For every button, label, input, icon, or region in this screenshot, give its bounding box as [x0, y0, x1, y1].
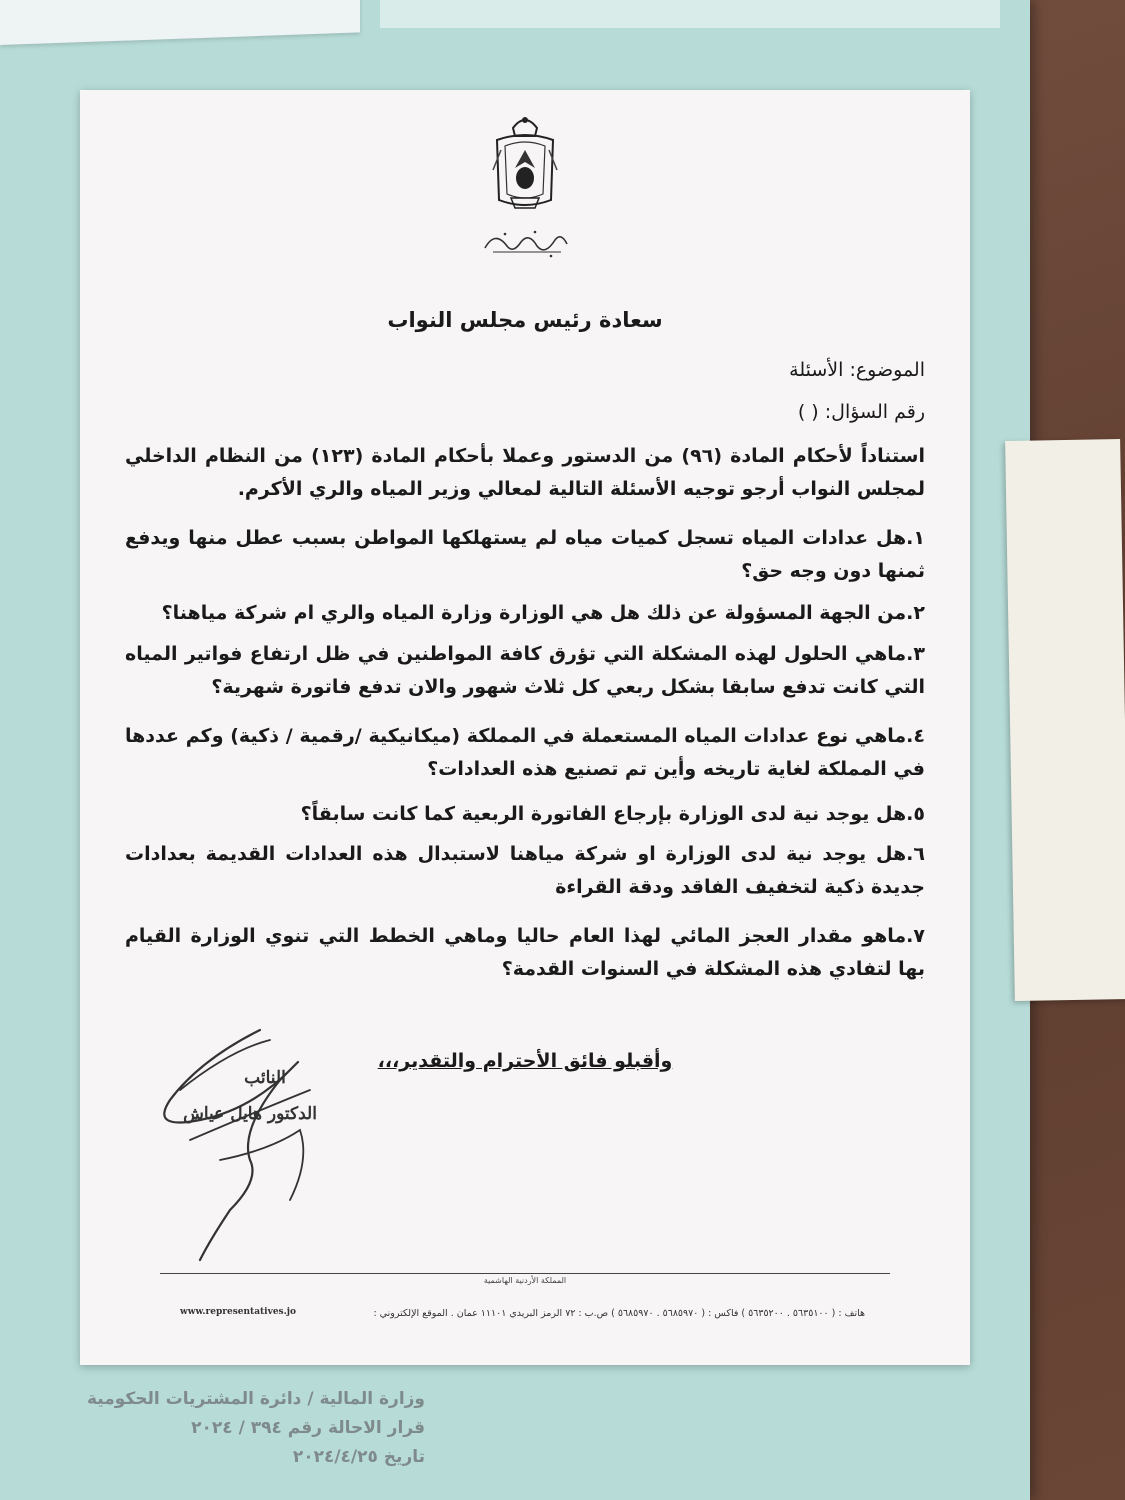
stamp-line-3: تاريخ ٢٠٢٤/٤/٢٥ — [292, 1447, 425, 1467]
question-number-line: رقم السؤال: ( ) — [797, 401, 925, 423]
council-name — [475, 262, 575, 263]
signatory-name: الدكتور هايل عياش — [183, 1104, 317, 1124]
stamp-line-1: وزارة المالية / دائرة المشتريات الحكومية — [86, 1389, 425, 1409]
footer-rule — [160, 1273, 890, 1274]
question-3: ٣.ماهي الحلول لهذه المشكلة التي تؤرق كافة المواطنين في ظل ارتفاع فواتير المياه التي كانت تدفع سابقا بشكل ربعي كل ثلاث شهور والان تدفع فاتورة شهرية؟ — [125, 643, 925, 698]
footer-website: www.representatives.jo — [180, 1307, 297, 1317]
addressee-heading: سعادة رئيس مجلس النواب — [387, 308, 663, 332]
paper-under-edge — [0, 0, 360, 45]
question-2: ٢.من الجهة المسؤولة عن ذلك هل هي الوزارة وزارة المياه والري ام شركة مياهنا؟ — [161, 602, 925, 624]
intro-paragraph: استناداً لأحكام المادة (٩٦) من الدستور وعملا بأحكام المادة (١٢٣) من النظام الداخلي لمجلس النواب أرجو توجيه الأسئلة التالية لمعالي وزير المياه والري الأكرم. — [125, 445, 925, 500]
handwritten-signature — [140, 1010, 360, 1270]
question-7: ٧.ماهو مقدار العجز المائي لهذا العام حاليا وماهي الخطط التي تنوي الوزارة القيام بها لتفادي هذه المشكلة في السنوات القدمة؟ — [125, 925, 925, 980]
council-calligraphy-logo — [475, 220, 575, 260]
question-6: ٦.هل يوجد نية لدى الوزارة او شركة مياهنا لاستبدال هذه العدادات القديمة بعدادات جديدة ذكية لتخفيف الفاقد ودقة القراءة — [125, 843, 925, 898]
question-4: ٤.ماهي نوع عدادات المياه المستعملة في المملكة (ميكانيكية /رقمية / ذكية) وكم عددها في المملكة لغاية تاريخه وأين تم تصنيع هذه العدادات؟ — [125, 725, 925, 780]
received-stamp — [55, 1385, 425, 1472]
paper-under-edge-2 — [380, 0, 1000, 28]
envelope — [1005, 439, 1125, 1001]
stamp-line-2: قرار الاحالة رقم ٣٩٤ / ٢٠٢٤ — [191, 1418, 425, 1438]
closing-line: وأقبلو فائق الأحترام والتقدير،،، — [377, 1050, 673, 1072]
question-5: ٥.هل يوجد نية لدى الوزارة بإرجاع الفاتورة الربعية كما كانت سابقاً؟ — [300, 803, 925, 825]
footer-kingdom: المملكة الأردنية الهاشمية — [483, 1276, 567, 1285]
coat-of-arms-icon — [485, 110, 565, 220]
footer-contact: هاتف : ( ٥٦٣٥١٠٠ . ٥٦٣٥٢٠٠ ) فاكس : ( ٥٦٨٥٩٧٠ . ٥٦٨٥٩٧٠ ) ص.ب : ٧٢ الرمز البريدي ١١١٠١ عمان . الموقع الإلكتروني : — [373, 1308, 865, 1319]
signatory-title: النائب — [244, 1068, 286, 1088]
letter-sheet — [80, 90, 970, 1365]
subject-line: الموضوع: الأسئلة — [789, 359, 925, 381]
question-1: ١.هل عدادات المياه تسجل كميات مياه لم يستهلكها المواطن بسبب عطل منها ويدفع ثمنها دون وجه حق؟ — [125, 527, 925, 582]
